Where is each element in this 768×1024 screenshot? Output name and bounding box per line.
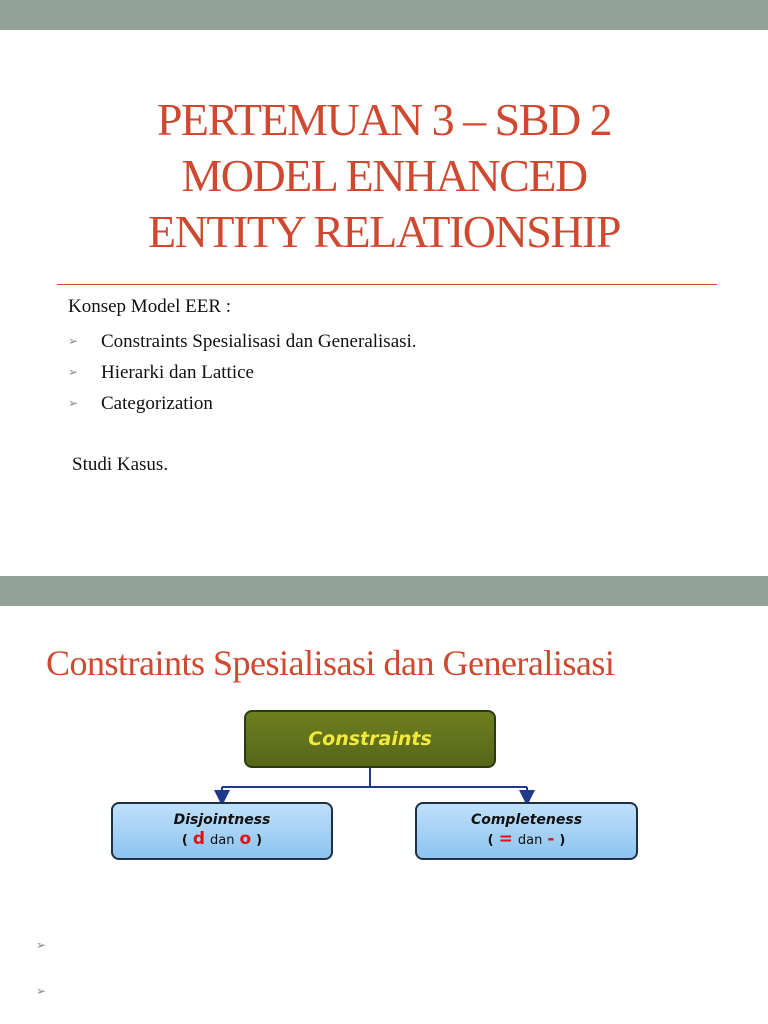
title-line: ENTITY RELATIONSHIP bbox=[148, 206, 620, 257]
paren-close: ) bbox=[559, 833, 566, 848]
symbol-d: d bbox=[192, 829, 205, 849]
paren-open: ( bbox=[487, 833, 494, 848]
symbol-dash: - bbox=[547, 829, 555, 849]
node-title: Completeness bbox=[470, 812, 583, 828]
list-item bbox=[68, 357, 417, 388]
node-subtitle bbox=[488, 829, 566, 851]
conjunction: dan bbox=[210, 833, 235, 848]
arrow-bullet-icon: ➢ bbox=[36, 984, 47, 998]
title-line: PERTEMUAN 3 – SBD 2 bbox=[156, 94, 612, 145]
completeness-node bbox=[415, 802, 638, 860]
slide-2 bbox=[0, 576, 768, 1024]
arrow-bullet-icon: ➢ bbox=[36, 938, 47, 952]
slide-title: Constraints Spesialisasi dan Generalisasi bbox=[46, 643, 615, 683]
list-item bbox=[68, 388, 417, 419]
symbol-equals: = bbox=[498, 829, 513, 849]
constraints-node: Constraints bbox=[244, 710, 496, 768]
title-line: MODEL ENHANCED bbox=[181, 150, 587, 201]
node-title: Disjointness bbox=[173, 812, 271, 828]
arrow-bullet-icon: ➢ bbox=[68, 396, 79, 410]
slide-header-bar bbox=[0, 0, 768, 30]
list-item bbox=[68, 326, 417, 357]
symbol-o: o bbox=[239, 829, 252, 849]
title-divider bbox=[57, 284, 717, 285]
case-study-label: Studi Kasus. bbox=[72, 454, 169, 475]
node-subtitle bbox=[182, 829, 262, 851]
arrow-bullet-icon: ➢ bbox=[68, 334, 79, 348]
list-item-text: Categorization bbox=[101, 393, 213, 414]
concept-label: Konsep Model EER : bbox=[68, 296, 232, 317]
list-item-text: Constraints Spesialisasi dan Generalisasi. bbox=[101, 331, 417, 352]
paren-close: ) bbox=[256, 833, 263, 848]
disjointness-node bbox=[111, 802, 333, 860]
diagram-connectors bbox=[0, 576, 768, 1024]
topic-list bbox=[68, 326, 417, 419]
arrow-bullet-icon: ➢ bbox=[68, 365, 79, 379]
list-item-text: Hierarki dan Lattice bbox=[101, 362, 254, 383]
slide-title bbox=[40, 92, 728, 260]
paren-open: ( bbox=[181, 833, 188, 848]
conjunction: dan bbox=[517, 833, 543, 848]
